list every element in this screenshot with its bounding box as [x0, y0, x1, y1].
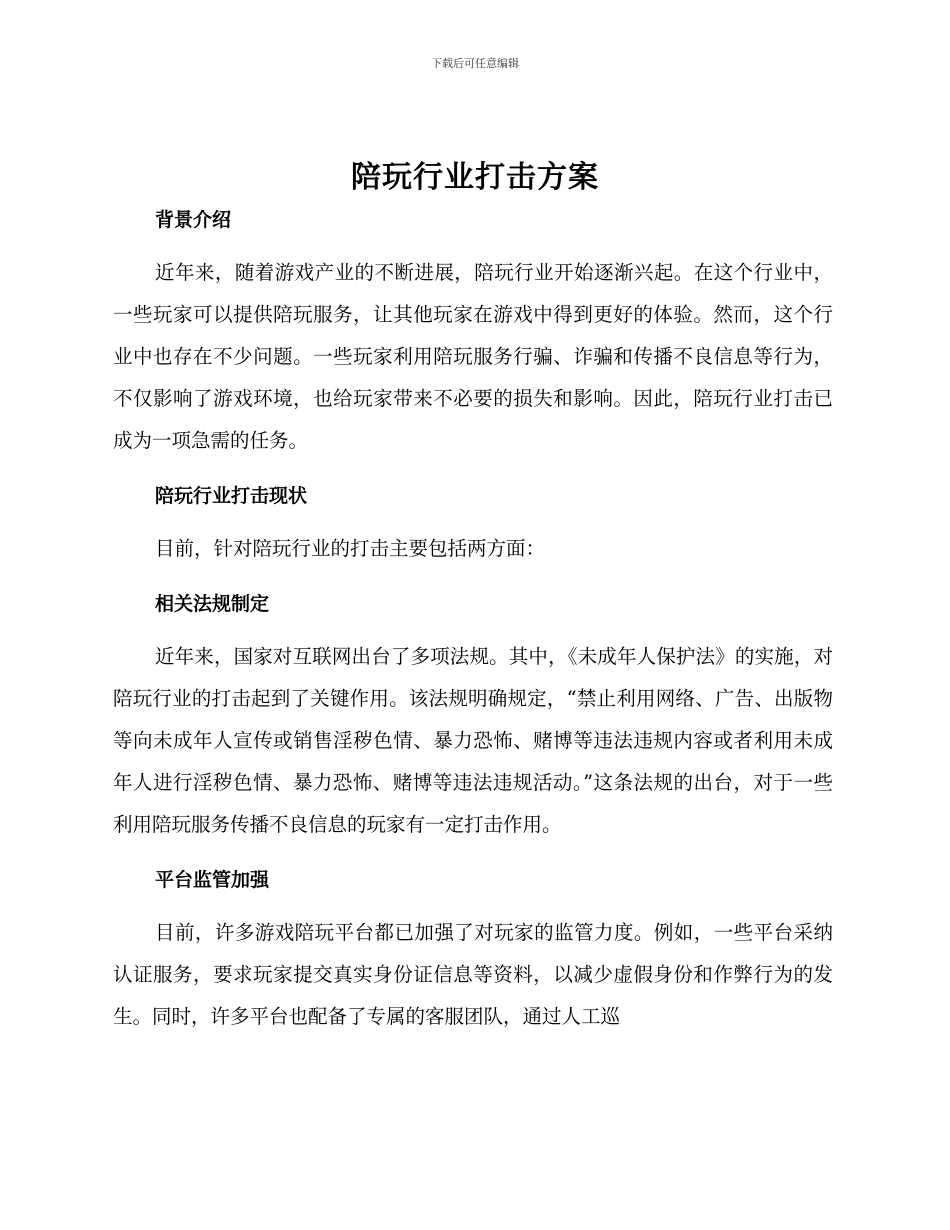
document-title: 陪玩行业打击方案 [351, 160, 599, 195]
section-paragraph-background: 近年来，随着游戏产业的不断进展，陪玩行业开始逐渐兴起。在这个行业中，一些玩家可以提供陪玩服务，让其他玩家在游戏中得到更好的体验。然而，这个行业中也存在不少问题。一些玩家利用陪玩服务行骗、诈骗和传播不良信息等行为，不仅影响了游戏环境，也给玩家带来不必要的损失和影响。因此，陪玩行业打击已成为一项急需的任务。 [113, 261, 833, 452]
section-heading-status: 陪玩行业打击现状 [155, 485, 308, 507]
section-heading-background: 背景介绍 [155, 209, 232, 231]
section-paragraph-status: 目前，针对陪玩行业的打击主要包括两方面： [155, 537, 546, 560]
section-paragraph-platform: 目前，许多游戏陪玩平台都已加强了对玩家的监管力度。例如，一些平台采纳认证服务，要求玩家提交真实身份证信息等资料，以减少虚假身份和作弊行为的发生。同时，许多平台也配备了专属的客服团队，通过人工巡 [113, 921, 833, 1028]
header-note: 下载后可任意编辑 [431, 57, 519, 70]
section-heading-platform: 平台监管加强 [155, 869, 270, 891]
document-body [113, 200, 833, 1038]
section-heading-regulations: 相关法规制定 [155, 593, 270, 615]
section-paragraph-regulations: 近年来，国家对互联网出台了多项法规。其中，《未成年人保护法》的实施，对陪玩行业的打击起到了关键作用。该法规明确规定，“禁止利用网络、广告、出版物等向未成年人宣传或销售淫秽色情、暴力恐怖、赌博等违法违规内容或者利用未成年人进行淫秽色情、暴力恐怖、赌博等违法违规活动。”这条法规的出台，对于一些利用陪玩服务传播不良信息的玩家有一定打击作用。 [113, 645, 833, 836]
